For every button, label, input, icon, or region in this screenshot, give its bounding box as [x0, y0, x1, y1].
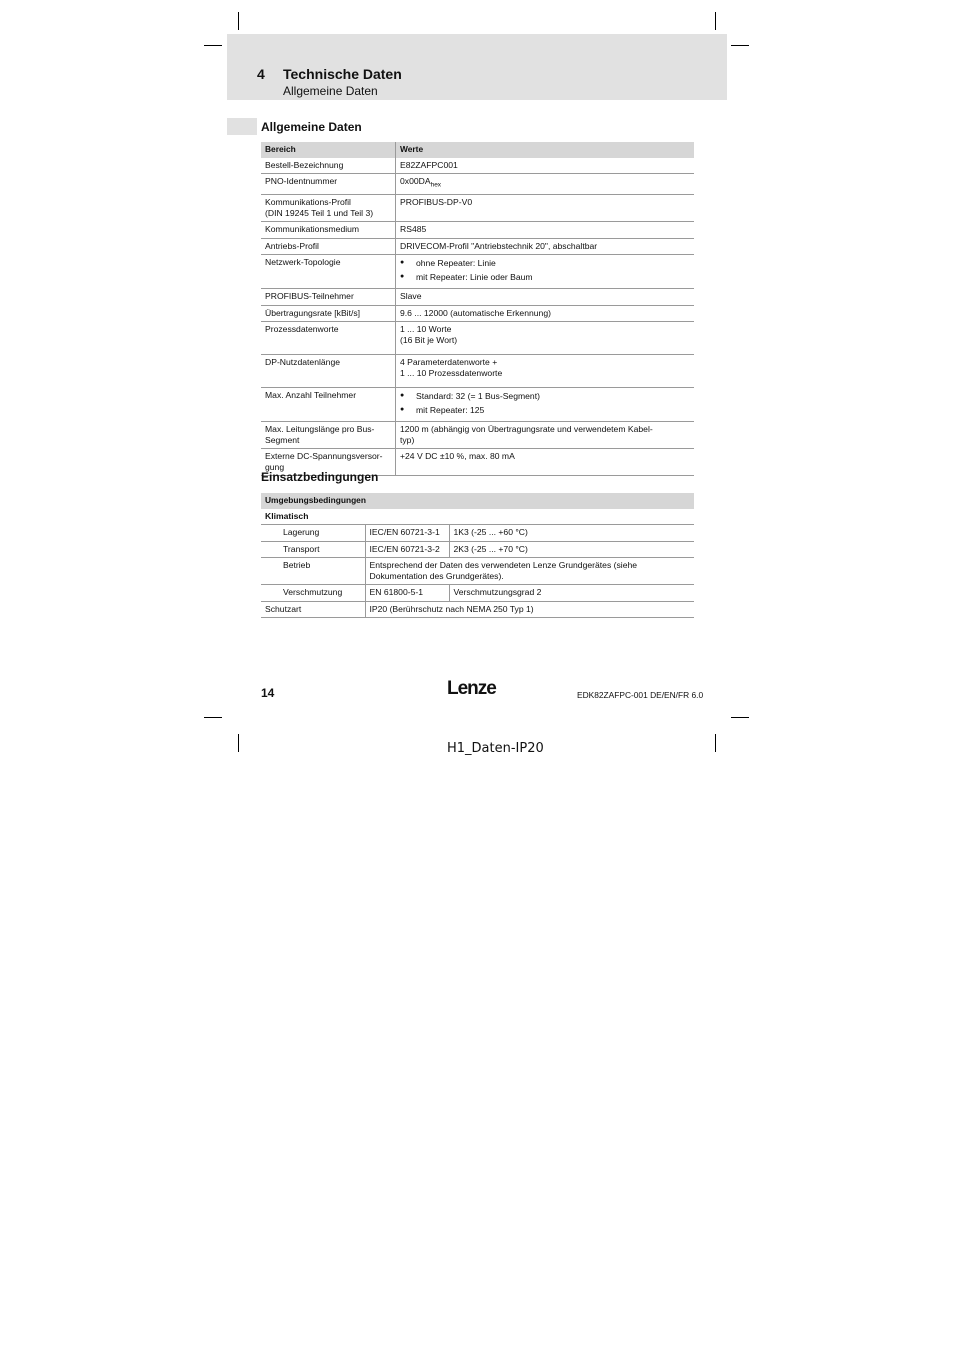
- row-label: Schutzart: [261, 601, 365, 618]
- col-header-bereich: Bereich: [261, 142, 396, 158]
- table-row: [261, 305, 694, 322]
- table-row: [261, 238, 694, 255]
- label-line: Segment: [265, 434, 300, 445]
- row-value: 1K3 (-25 ... +60 °C): [449, 525, 694, 542]
- table-row: [261, 195, 694, 222]
- table-row: [261, 322, 694, 355]
- bullet-item: ● mit Repeater: Linie oder Baum: [400, 272, 690, 283]
- row-label: Verschmutzung: [261, 585, 365, 602]
- row-standard: EN 61800-5-1: [365, 585, 449, 602]
- row-value: [396, 355, 695, 388]
- row-value: RS485: [396, 222, 695, 239]
- bullet-item: ● mit Repeater: 125: [400, 405, 690, 416]
- row-label: Bestell-Bezeichnung: [261, 158, 396, 174]
- row-label: Netzwerk-Topologie: [261, 255, 396, 289]
- bullet-item: ● ohne Repeater: Linie: [400, 258, 690, 269]
- general-data-table: [261, 142, 694, 476]
- chapter-number: 4: [257, 66, 265, 82]
- row-value: E82ZAFPC001: [396, 158, 695, 174]
- value-subscript: hex: [430, 181, 442, 189]
- crop-mark-top-left-v: [238, 12, 239, 30]
- label-line: (DIN 19245 Teil 1 und Teil 3): [265, 207, 374, 218]
- row-value: [396, 255, 695, 289]
- row-label: [261, 195, 396, 222]
- row-label: Prozessdatenworte: [261, 322, 396, 355]
- crop-mark-bottom-right-v: [715, 734, 716, 752]
- row-label: Kommunikationsmedium: [261, 222, 396, 239]
- section-title-conditions: Einsatzbedingungen: [261, 470, 379, 484]
- value-line: 1 ... 10 Worte: [400, 324, 452, 335]
- value-line: 1200 m (abhängig von Übertragungsrate und verwendetem Kabel-: [400, 424, 653, 435]
- row-value: +24 V DC ±10 %, max. 80 mA: [396, 449, 695, 476]
- label-line: gung: [265, 461, 285, 472]
- label-line: Max. Leitungslänge pro Bus-: [265, 424, 375, 435]
- row-value: 2K3 (-25 ... +70 °C): [449, 541, 694, 558]
- row-value: [396, 422, 695, 449]
- row-label: Max. Anzahl Teilnehmer: [261, 388, 396, 422]
- table-row: [261, 585, 694, 602]
- crop-mark-top-right-h: [731, 45, 749, 46]
- row-value: IP20 (Berührschutz nach NEMA 250 Typ 1): [365, 601, 694, 618]
- row-label: PROFIBUS-Teilnehmer: [261, 289, 396, 306]
- table-row: [261, 558, 694, 585]
- table-header-row: [261, 142, 694, 158]
- row-label: Lagerung: [261, 525, 365, 542]
- lenze-logo: Lenze: [447, 678, 496, 699]
- page-number: 14: [261, 686, 275, 700]
- crop-mark-bottom-left-h: [204, 717, 222, 718]
- row-value: DRIVECOM-Profil "Antriebstechnik 20", abschaltbar: [396, 238, 695, 255]
- row-label: [261, 422, 396, 449]
- group-label: Klimatisch: [261, 509, 694, 525]
- row-label: Transport: [261, 541, 365, 558]
- value-line: Dokumentation des Grundgerätes).: [369, 570, 504, 581]
- table-row: [261, 355, 694, 388]
- row-label: Übertragungsrate [kBit/s]: [261, 305, 396, 322]
- crop-mark-bottom-left-v: [238, 734, 239, 752]
- row-value: [396, 388, 695, 422]
- table-row: [261, 525, 694, 542]
- table-header-row: [261, 493, 694, 509]
- document-reference: EDK82ZAFPC-001 DE/EN/FR 6.0: [577, 690, 704, 700]
- table-row: [261, 509, 694, 525]
- label-line: Externe DC-Spannungsversor-: [265, 451, 383, 462]
- row-value: PROFIBUS-DP-V0: [396, 195, 695, 222]
- chapter-title: Technische Daten: [283, 66, 402, 82]
- row-standard: IEC/EN 60721-3-2: [365, 541, 449, 558]
- table-row: [261, 255, 694, 289]
- value-line: Entsprechend der Daten des verwendeten Lenze Grundgerätes (siehe: [369, 560, 638, 570]
- row-label: DP-Nutzdatenlänge: [261, 355, 396, 388]
- value-line: (16 Bit je Wort): [400, 334, 458, 345]
- value-text: 0x00DA: [400, 176, 431, 186]
- bullet-item: ● Standard: 32 (= 1 Bus-Segment): [400, 391, 690, 402]
- table-row: [261, 422, 694, 449]
- row-standard: IEC/EN 60721-3-1: [365, 525, 449, 542]
- row-value: Slave: [396, 289, 695, 306]
- row-label: PNO-Identnummer: [261, 174, 396, 195]
- row-value: 9.6 ... 12000 (automatische Erkennung): [396, 305, 695, 322]
- row-label: Antriebs-Profil: [261, 238, 396, 255]
- section-title-general: Allgemeine Daten: [261, 120, 362, 134]
- value-line: typ): [400, 434, 415, 445]
- table-row: [261, 289, 694, 306]
- section-marker: [227, 118, 257, 135]
- table-row: [261, 222, 694, 239]
- row-value: [396, 322, 695, 355]
- crop-mark-top-left-h: [204, 45, 222, 46]
- chapter-subtitle: Allgemeine Daten: [283, 84, 378, 98]
- col-header-environment: Umgebungsbedingungen: [261, 493, 694, 509]
- row-value: Verschmutzungsgrad 2: [449, 585, 694, 602]
- crop-mark-top-right-v: [715, 12, 716, 30]
- table-row: [261, 601, 694, 618]
- table-row: [261, 158, 694, 174]
- col-header-werte: Werte: [396, 142, 695, 158]
- row-label: Betrieb: [261, 558, 365, 585]
- crop-mark-bottom-right-h: [731, 717, 749, 718]
- row-value: [365, 558, 694, 585]
- conditions-table: [261, 493, 694, 618]
- value-line: 1 ... 10 Prozessdatenworte: [400, 367, 503, 378]
- table-row: [261, 174, 694, 195]
- table-row: [261, 541, 694, 558]
- label-line: Kommunikations-Profil: [265, 197, 351, 208]
- row-value: [396, 174, 695, 195]
- value-line: 4 Parameterdatenworte +: [400, 357, 498, 368]
- image-caption: H1_Daten-IP20: [447, 741, 544, 756]
- table-row: [261, 388, 694, 422]
